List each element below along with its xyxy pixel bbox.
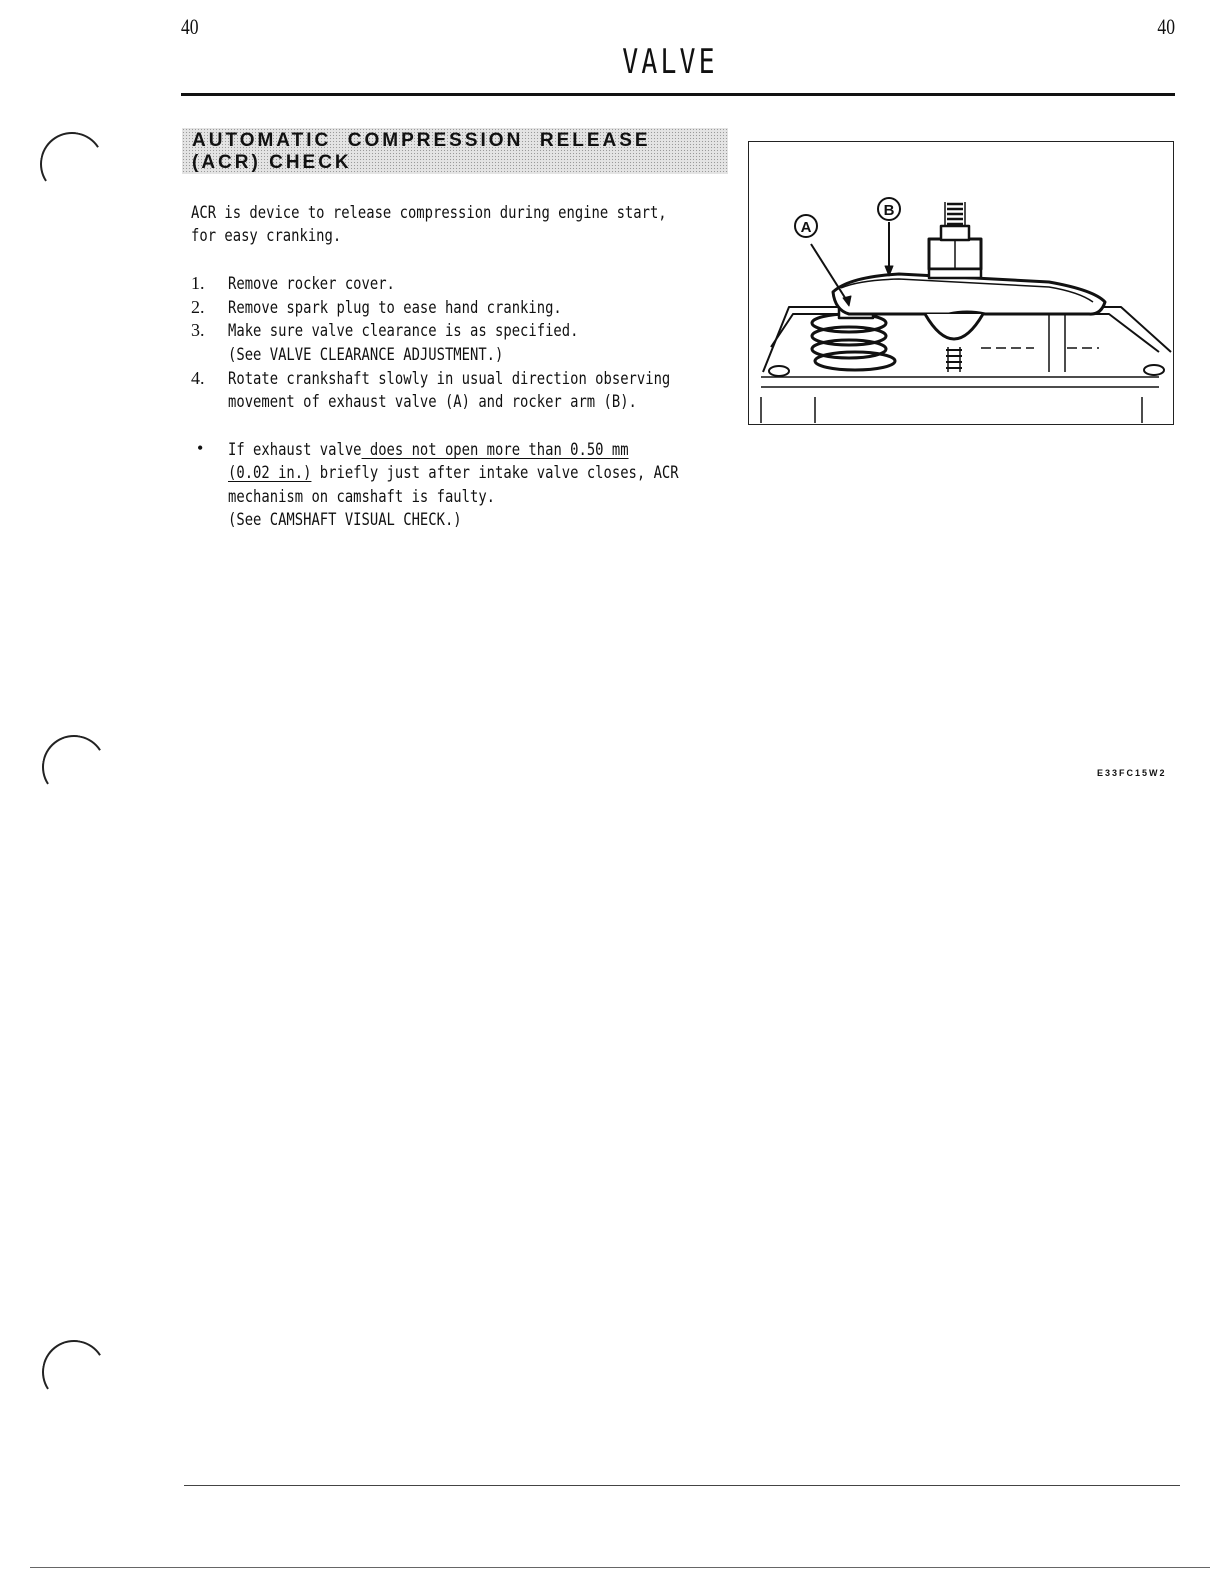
rocker-arm-illustration	[749, 142, 1172, 423]
step-text: Remove spark plug to ease hand cranking.	[228, 298, 562, 317]
step-number: 1.	[191, 273, 205, 293]
header-rule	[181, 93, 1175, 96]
leader-line-a	[811, 244, 849, 304]
binder-hole-mark	[36, 1334, 112, 1410]
figure-code: E33FC15W2	[1097, 768, 1167, 778]
page-number-left: 40	[181, 14, 199, 39]
callout-b-label: B	[883, 202, 895, 219]
rocker-arm-figure	[748, 141, 1174, 425]
callout-a-label: A	[800, 219, 812, 236]
note-text: briefly just after intake valve closes, ACR	[311, 463, 679, 482]
binder-hole-mark	[34, 126, 110, 202]
note-text: If exhaust valve	[228, 440, 362, 459]
step-text: movement of exhaust valve (A) and rocker arm (B).	[228, 392, 637, 411]
note-line2	[228, 461, 679, 485]
section-title: VALVE	[622, 42, 718, 82]
page-edge-rule	[30, 1567, 1210, 1568]
note-line3: mechanism on camshaft is faulty.	[228, 487, 496, 506]
binder-hole-mark	[36, 729, 112, 805]
step-text: Make sure valve clearance is as specified.	[228, 321, 579, 340]
section-heading-line1: AUTOMATIC COMPRESSION RELEASE	[192, 130, 651, 151]
note-line1	[228, 438, 629, 462]
step-text: Rotate crankshaft slowly in usual direction observing	[228, 369, 671, 388]
step-number: 3.	[191, 320, 205, 340]
note-bullet: •	[197, 438, 204, 458]
pivot-ball	[925, 314, 983, 339]
step-number: 2.	[191, 297, 205, 317]
intro-line: ACR is device to release compression during engine start,	[191, 203, 667, 222]
step-number: 4.	[191, 368, 205, 388]
step-text: Remove rocker cover.	[228, 274, 395, 293]
stud-thread	[947, 204, 963, 224]
page-number-right: 40	[1157, 14, 1175, 39]
intro-line: for easy cranking.	[191, 226, 342, 245]
note-spec-underlined: (0.02 in.)	[228, 463, 312, 482]
note-line4: (See CAMSHAFT VISUAL CHECK.)	[228, 510, 462, 529]
note-spec-underlined: does not open more than 0.50 mm	[361, 440, 629, 459]
section-heading-line2: (ACR) CHECK	[192, 152, 352, 173]
step-text: (See VALVE CLEARANCE ADJUSTMENT.)	[228, 345, 504, 364]
footer-rule	[184, 1485, 1180, 1486]
valve-spring	[812, 314, 895, 370]
section-heading-box	[182, 128, 728, 174]
